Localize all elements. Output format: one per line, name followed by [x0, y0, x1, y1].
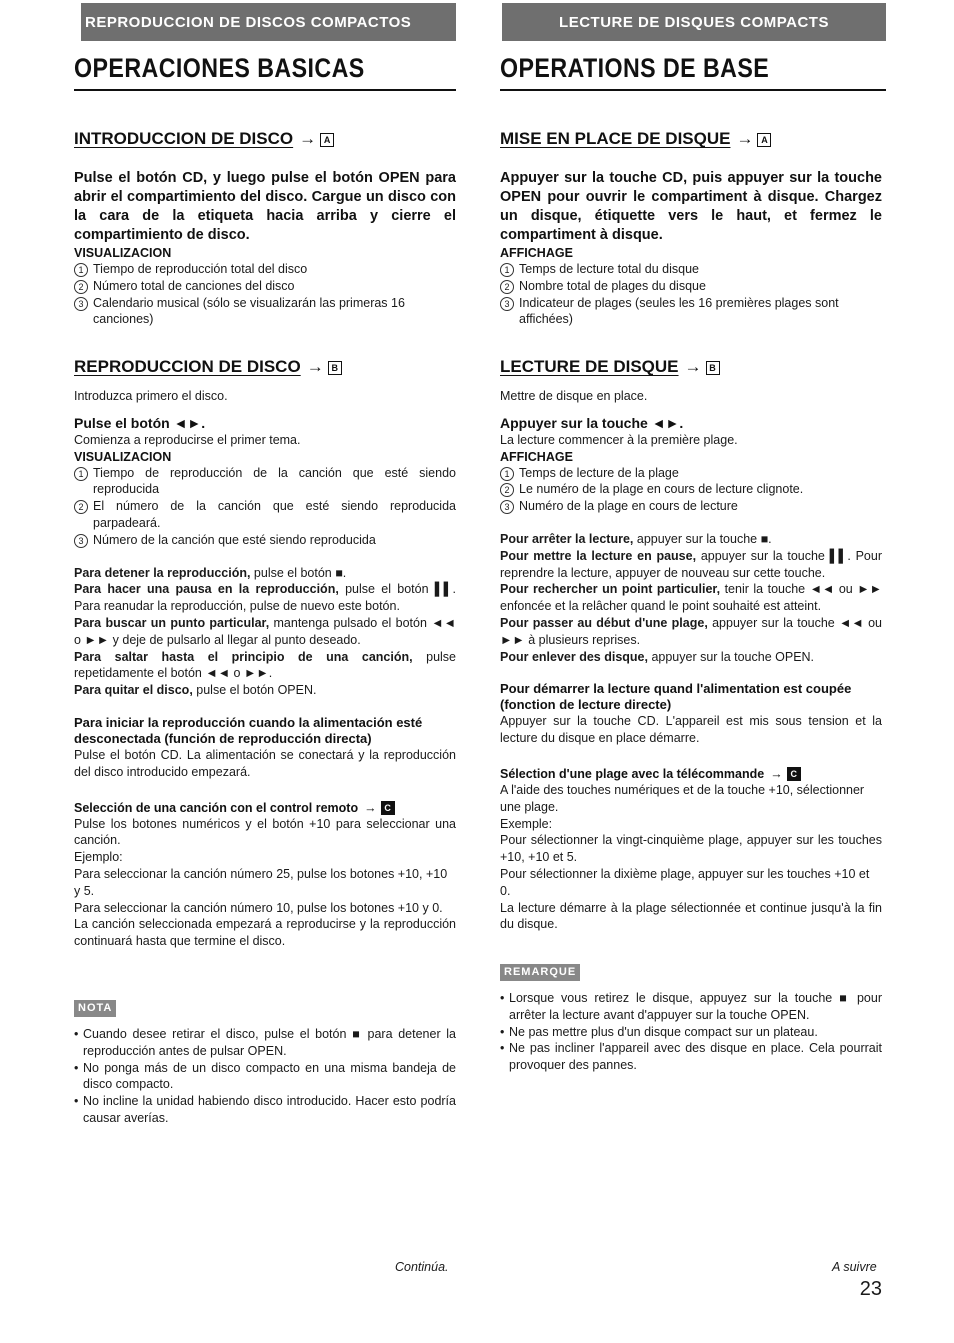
- remote-text: Pulse los botones numéricos y el botón +10 para seleccionar una canción.: [74, 816, 456, 848]
- list-item: 3 Número de la canción que esté siendo reproducida: [74, 532, 456, 549]
- play-description: La lecture commencer à la première plage.: [500, 432, 738, 447]
- play-description: Comienza a reproducirse el primer tema.: [74, 432, 301, 447]
- list-item: • Lorsque vous retirez le disque, appuyez sur la touche ■ pour arrêter la lecture avant d'appuyer sur la touche OPEN.: [500, 990, 882, 1024]
- section-banner: REPRODUCCION DE DISCOS COMPACTOS: [81, 3, 456, 41]
- note-badge: REMARQUE: [500, 964, 580, 981]
- operation-line: Pour passer au début d'une plage, appuyer sur la touche ◄◄ ou ►► à plusieurs reprises.: [500, 615, 882, 647]
- continued-label: Continúa.: [395, 1260, 449, 1274]
- operation-line: Para hacer una pausa en la reproducción, pulse el botón ▌▌. Para reanudar la reproducción, pulse de nuevo este botón.: [74, 582, 456, 614]
- direct-play-text: Appuyer sur la touche CD. L'appareil est mis sous tension et la lecture du disque en place démarre.: [500, 714, 882, 746]
- circled-number: 1: [500, 467, 514, 481]
- operation-line: Pour rechercher un point particulier, tenir la touche ◄◄ ou ►► enfoncée et la relâcher quand le point souhaité est atteint.: [500, 582, 882, 614]
- display-list: [74, 261, 456, 328]
- list-item: 3 Calendario musical (sólo se visualizarán las primeras 16 canciones): [74, 295, 456, 329]
- figure-ref-c: C: [787, 767, 801, 781]
- operation-line: Para saltar hasta el principio de una canción, pulse repetidamente el botón ◄◄ o ►►.: [74, 649, 456, 681]
- figure-ref-a: A: [757, 133, 771, 147]
- operations-block: [74, 565, 456, 699]
- lead-text: Mettre de disque en place.: [500, 389, 648, 403]
- disc-play-section: [500, 356, 882, 933]
- remote-text: Para seleccionar la canción número 25, pulse los botones +10, +10 y 5.: [74, 866, 448, 898]
- circled-number: 1: [74, 263, 88, 277]
- remote-text: Para seleccionar la canción número 10, pulse los botones +10 y 0.: [74, 900, 443, 915]
- title-divider: [74, 89, 456, 91]
- list-item: 2 Le numéro de la plage en cours de lecture clignote.: [500, 481, 882, 498]
- note-badge: NOTA: [74, 1000, 116, 1017]
- list-item: 2 El número de la canción que esté siendo reproducida parpadeará.: [74, 498, 456, 532]
- list-item: 1 Tiempo de reproducción de la canción que esté siendo reproducida: [74, 465, 456, 499]
- operation-line: Pour enlever des disque, appuyer sur la touche OPEN.: [500, 649, 815, 664]
- circled-number: 1: [74, 467, 88, 481]
- figure-ref-c: C: [381, 801, 395, 815]
- circled-number: 2: [74, 280, 88, 294]
- disc-loading-section: [500, 128, 882, 328]
- display-label: VISUALIZACION: [74, 246, 172, 260]
- section-heading: INTRODUCCION DE DISCO → A: [74, 128, 456, 150]
- list-item: • No ponga más de un disco compacto en una misma bandeja de disco compacto.: [74, 1060, 456, 1094]
- circled-number: 3: [74, 297, 88, 311]
- operation-line: Para buscar un punto particular, mantenga pulsado el botón ◄◄ o ►► y deje de pulsarlo al llegar al punto deseado.: [74, 615, 456, 647]
- note-section: [74, 998, 456, 1127]
- remote-text: La lecture démarre à la plage sélectionnée et continue jusqu'à la fin du disque.: [500, 900, 882, 932]
- figure-ref-b: B: [328, 361, 342, 375]
- arrow-icon: →: [684, 357, 702, 376]
- figure-ref-b: B: [706, 361, 720, 375]
- play-instruction: Appuyer sur la touche ◄►.: [500, 414, 684, 431]
- list-item: 1 Temps de lecture de la plage: [500, 465, 882, 482]
- circled-number: 1: [500, 263, 514, 277]
- section-heading: LECTURE DE DISQUE → B: [500, 356, 882, 378]
- display-list: [500, 465, 882, 515]
- circled-number: 2: [500, 280, 514, 294]
- list-item: • Ne pas incliner l'appareil avec des disque en place. Cela pourrait provoquer des pannes.: [500, 1040, 882, 1074]
- remote-text: La canción seleccionada empezará a reproducirse y la reproducción continuará hasta que termine el disco.: [74, 917, 456, 949]
- remote-heading: Selección de una canción con el control remoto → C: [74, 800, 456, 816]
- list-item: 1 Tiempo de reproducción total del disco: [74, 261, 456, 278]
- section-heading: MISE EN PLACE DE DISQUE → A: [500, 128, 882, 150]
- lead-text: Introduzca primero el disco.: [74, 389, 228, 403]
- remote-text: Pour sélectionner la dixième plage, appuyer sur les touches +10 et 0.: [500, 866, 870, 898]
- display-label: AFFICHAGE: [500, 246, 573, 260]
- disc-loading-section: [74, 128, 456, 328]
- section-banner: LECTURE DE DISQUES COMPACTS: [502, 3, 886, 41]
- list-item: • Cuando desee retirar el disco, pulse el botón ■ para detener la reproducción antes de pulsar OPEN.: [74, 1026, 456, 1060]
- circled-number: 2: [74, 500, 88, 514]
- page-number: 23: [859, 1278, 882, 1300]
- remote-text: A l'aide des touches numériques et de la touche +10, sélectionner une plage.: [500, 782, 865, 814]
- arrow-icon: →: [736, 129, 754, 148]
- list-item: • Ne pas mettre plus d'un disque compact sur un plateau.: [500, 1024, 882, 1041]
- circled-number: 2: [500, 483, 514, 497]
- list-item: 1 Temps de lecture total du disque: [500, 261, 882, 278]
- display-list: [500, 261, 882, 328]
- note-list: [74, 1026, 456, 1127]
- arrow-icon: →: [306, 357, 324, 376]
- list-item: • No incline la unidad habiendo disco introducido. Hacer esto podría causar averías.: [74, 1093, 456, 1127]
- disc-play-section: [74, 356, 456, 950]
- page-title: OPERATIONS DE BASE: [500, 53, 770, 83]
- title-divider: [500, 89, 886, 91]
- remote-heading: Sélection d'une plage avec la télécommande → C: [500, 766, 882, 782]
- display-label: VISUALIZACION: [74, 449, 172, 464]
- circled-number: 3: [500, 500, 514, 514]
- page-title: OPERACIONES BASICAS: [74, 53, 365, 83]
- continued-label-fr: A suivre: [832, 1260, 877, 1274]
- direct-play-heading: Para iniciar la reproducción cuando la alimentación esté desconectada (función de reproducción directa): [74, 714, 423, 746]
- arrow-icon: →: [770, 766, 783, 781]
- operation-line: Para quitar el disco, pulse el botón OPEN.: [74, 683, 317, 698]
- instruction-text: Pulse el botón CD, y luego pulse el botón OPEN para abrir el compartimiento del disco. Cargue un disco con la cara de la etiqueta hacia arriba y cierre el compartimiento de disco.: [74, 170, 456, 243]
- operations-block: [500, 531, 882, 665]
- play-instruction: Pulse el botón ◄►.: [74, 414, 206, 431]
- operation-line: Para detener la reproducción, pulse el botón ■.: [74, 565, 347, 580]
- direct-play-heading: Pour démarrer la lecture quand l'alimentation est coupée (fonction de lecture directe): [500, 681, 852, 713]
- instruction-text: Appuyer sur la touche CD, puis appuyer sur la touche OPEN pour ouvrir le compartiment à disque. Chargez un disque, étiquette vers le haut, et fermez le compartiment à disque.: [500, 170, 882, 243]
- remote-text: Pour sélectionner la vingt-cinquième plage, appuyer sur les touches +10, +10 et 5.: [500, 833, 882, 865]
- figure-ref-a: A: [320, 133, 334, 147]
- display-label: AFFICHAGE: [500, 449, 573, 464]
- list-item: 3 Indicateur de plages (seules les 16 premières plages sont affichées): [500, 295, 882, 329]
- arrow-icon: →: [364, 800, 377, 815]
- remote-text: Exemple:: [500, 816, 553, 831]
- list-item: 2 Nombre total de plages du disque: [500, 278, 882, 295]
- circled-number: 3: [500, 297, 514, 311]
- display-list: [74, 465, 456, 549]
- arrow-icon: →: [299, 129, 317, 148]
- operation-line: Pour arrêter la lecture, appuyer sur la touche ■.: [500, 531, 772, 546]
- operation-line: Pour mettre la lecture en pause, appuyer sur la touche ▌▌. Pour reprendre la lecture, appuyer de nouveau sur cette touche.: [500, 548, 882, 580]
- direct-play-text: Pulse el botón CD. La alimentación se conectará y la reproducción del disco introducido empezará.: [74, 747, 456, 779]
- circled-number: 3: [74, 534, 88, 548]
- list-item: 3 Numéro de la plage en cours de lecture: [500, 498, 882, 515]
- note-section: [500, 962, 882, 1074]
- list-item: 2 Número total de canciones del disco: [74, 278, 456, 295]
- remote-text: Ejemplo:: [74, 850, 123, 865]
- note-list: [500, 990, 882, 1074]
- section-heading: REPRODUCCION DE DISCO → B: [74, 356, 456, 378]
